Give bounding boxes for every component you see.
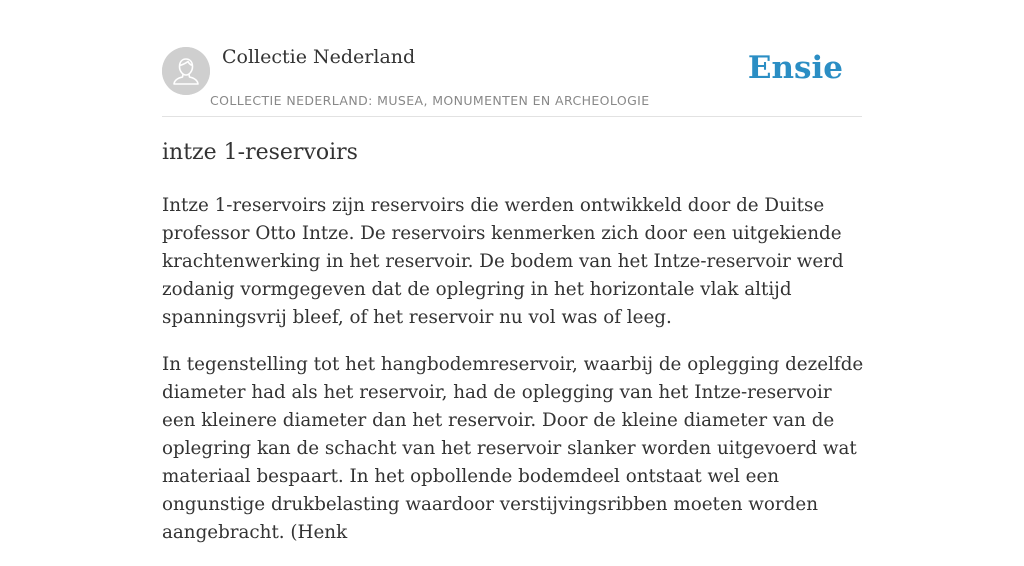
article-paragraph: Intze 1-reservoirs zijn reservoirs die werden ontwikkeld door de Duitse professor Otto Intze. De reservoirs kenmerken zich door een uitgekiende krachtenwerking in het reservoir. De bodem van het Intze-reservoir werd zodanig vormgegeven dat de oplegring in het horizontale vlak altijd spanningsvrij bleef, of het reservoir nu vol was of leeg. [162, 195, 844, 328]
author-header [162, 0, 862, 117]
collection-subtitle-link[interactable]: COLLECTIE NEDERLAND: MUSEA, MONUMENTEN EN ARCHEOLOGIE [210, 93, 650, 108]
page-title: intze 1-reservoirs [162, 140, 358, 165]
ensie-logo[interactable]: Ensie [747, 50, 843, 86]
author-name-link[interactable]: Collectie Nederland [222, 46, 416, 68]
article-body [162, 192, 868, 566]
article-paragraph: In tegenstelling tot het hangbodemreservoir, waarbij de oplegging dezelfde diameter had als het reservoir, had de oplegging van het Intze-reservoir een kleinere diameter dan het reservoir. Door de kleine diameter van de oplegring kan de schacht van het reservoir slanker worden uitgevoerd wat materiaal bespaart. In het opbollende bodemdeel ontstaat wel een ongunstige drukbelasting waardoor verstijvingsribben moeten worden aangebracht. (Henk [162, 354, 864, 543]
user-avatar-icon[interactable] [162, 47, 210, 95]
